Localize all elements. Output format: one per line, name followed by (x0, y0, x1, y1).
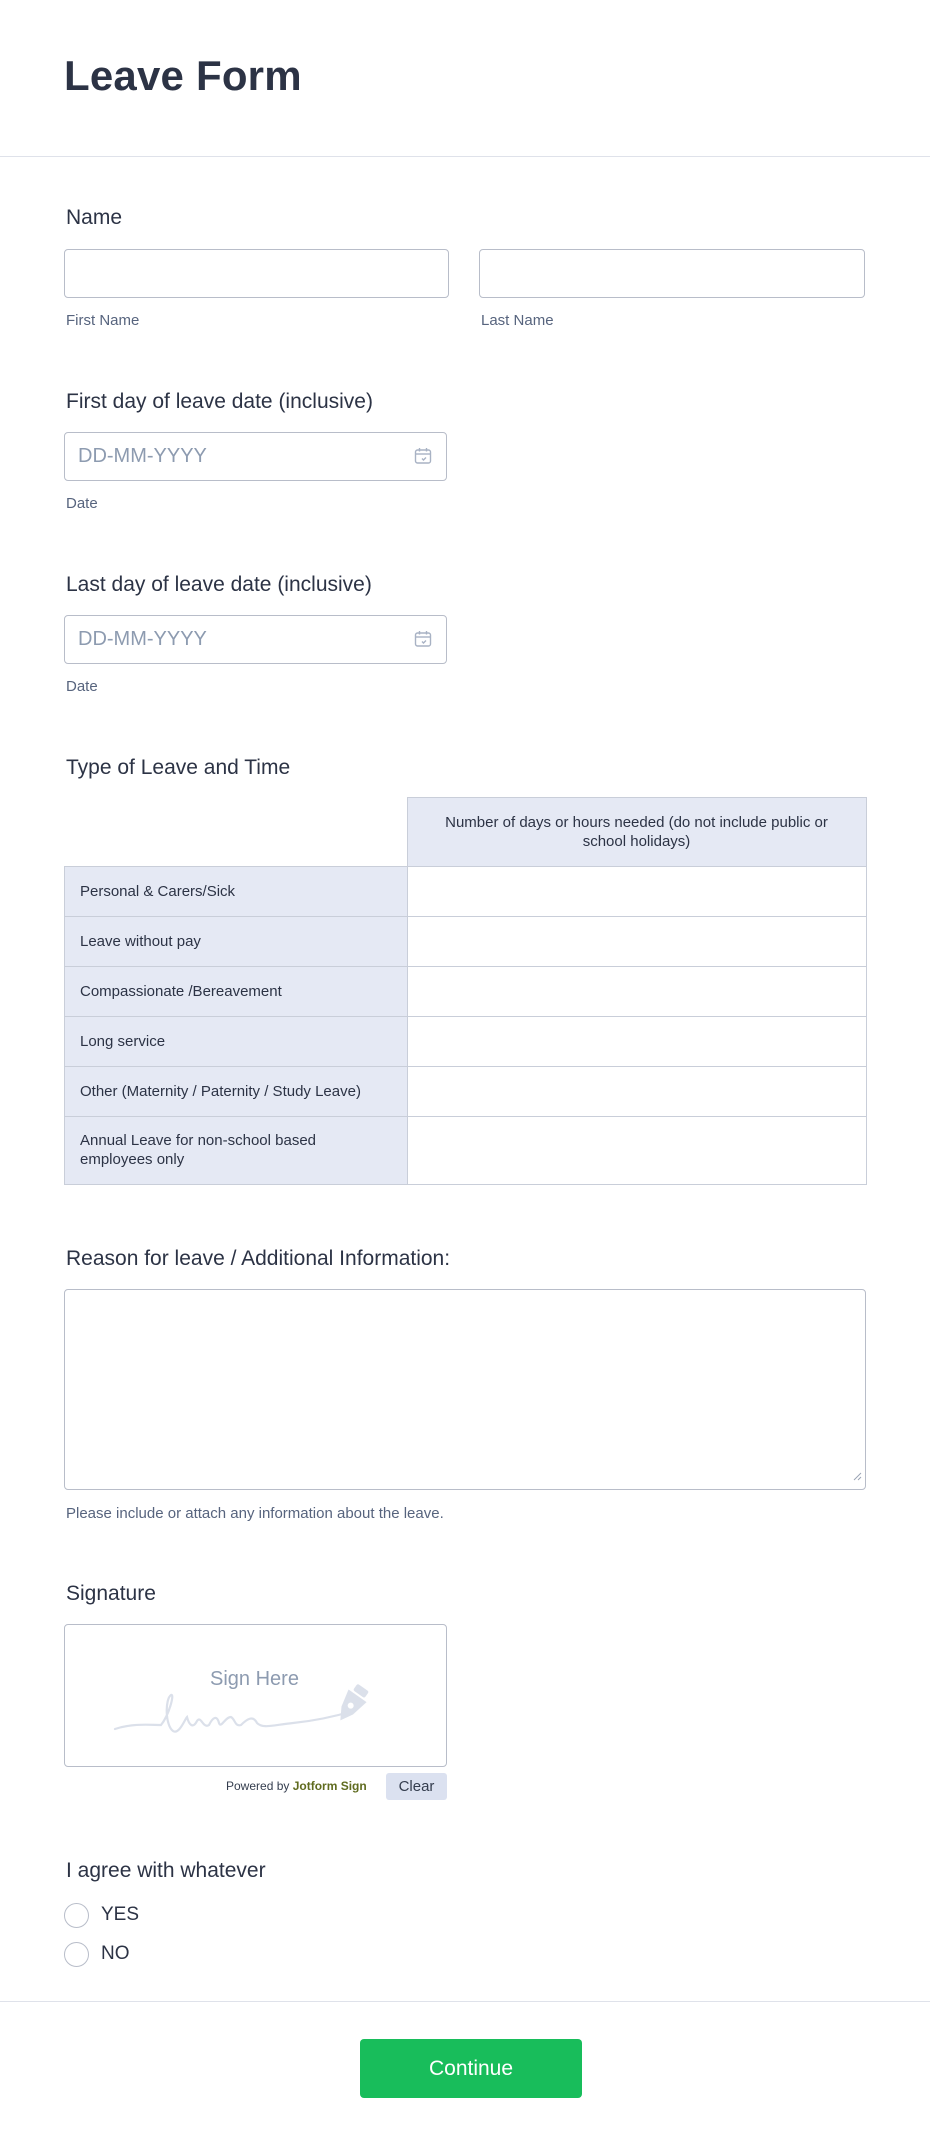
leave-type-table (64, 797, 867, 1185)
date-placeholder: DD-MM-YYYY (78, 628, 207, 650)
reason-sublabel: Please include or attach any information about the leave. (66, 1505, 444, 1522)
row-label: Compassionate /Bereavement (65, 966, 408, 1016)
agree-label: I agree with whatever (66, 1859, 266, 1882)
resize-handle-icon[interactable] (852, 1468, 862, 1486)
sign-here-placeholder: Sign Here (210, 1668, 299, 1690)
date-placeholder: DD-MM-YYYY (78, 445, 207, 467)
form-footer (0, 2001, 930, 2150)
table-row (65, 916, 867, 966)
last-name-input[interactable] (479, 249, 865, 298)
signature-pad[interactable] (64, 1624, 447, 1767)
table-row (65, 1066, 867, 1116)
signature-label: Signature (66, 1582, 156, 1605)
table-corner (65, 798, 408, 867)
table-cell-input[interactable] (407, 1016, 866, 1066)
last-name-sublabel: Last Name (481, 312, 554, 329)
radio-button[interactable] (64, 1942, 89, 1967)
first-name-input[interactable] (64, 249, 449, 298)
table-column-header: Number of days or hours needed (do not include public or school holidays) (407, 798, 866, 867)
powered-by-text: Powered by (226, 1779, 290, 1793)
row-label: Leave without pay (65, 916, 408, 966)
last-day-date-input[interactable] (64, 615, 447, 664)
clear-signature-button[interactable]: Clear (386, 1773, 447, 1800)
radio-button[interactable] (64, 1903, 89, 1928)
table-row (65, 866, 867, 916)
row-label: Long service (65, 1016, 408, 1066)
last-day-label: Last day of leave date (inclusive) (66, 573, 372, 596)
last-day-sublabel: Date (66, 678, 98, 695)
name-label: Name (66, 206, 123, 229)
table-cell-input[interactable] (407, 1116, 866, 1184)
row-label: Personal & Carers/Sick (65, 866, 408, 916)
signature-scribble-icon (113, 1667, 395, 1747)
table-cell-input[interactable] (407, 916, 866, 966)
jotform-sign-brand: Jotform Sign (292, 1779, 367, 1793)
radio-label[interactable]: YES (101, 1904, 140, 1925)
calendar-icon[interactable] (414, 447, 432, 470)
table-cell-input[interactable] (407, 866, 866, 916)
first-day-label: First day of leave date (inclusive) (66, 390, 373, 413)
page-title: Leave Form (64, 52, 302, 99)
table-row (65, 1116, 867, 1184)
leave-type-label: Type of Leave and Time (66, 756, 291, 779)
row-label: Other (Maternity / Paternity / Study Leave) (65, 1066, 408, 1116)
table-cell-input[interactable] (407, 1066, 866, 1116)
first-day-date-input[interactable] (64, 432, 447, 481)
continue-button[interactable]: Continue (360, 2039, 582, 2098)
table-row (65, 1016, 867, 1066)
radio-label[interactable]: NO (101, 1943, 130, 1964)
table-row (65, 966, 867, 1016)
powered-by (226, 1779, 367, 1793)
table-cell-input[interactable] (407, 966, 866, 1016)
calendar-icon[interactable] (414, 630, 432, 653)
reason-label: Reason for leave / Additional Information: (66, 1247, 451, 1270)
reason-textarea[interactable] (64, 1289, 866, 1490)
first-day-sublabel: Date (66, 495, 98, 512)
row-label: Annual Leave for non-school based employees only (65, 1116, 408, 1184)
first-name-sublabel: First Name (66, 312, 140, 329)
form-header (0, 0, 930, 157)
